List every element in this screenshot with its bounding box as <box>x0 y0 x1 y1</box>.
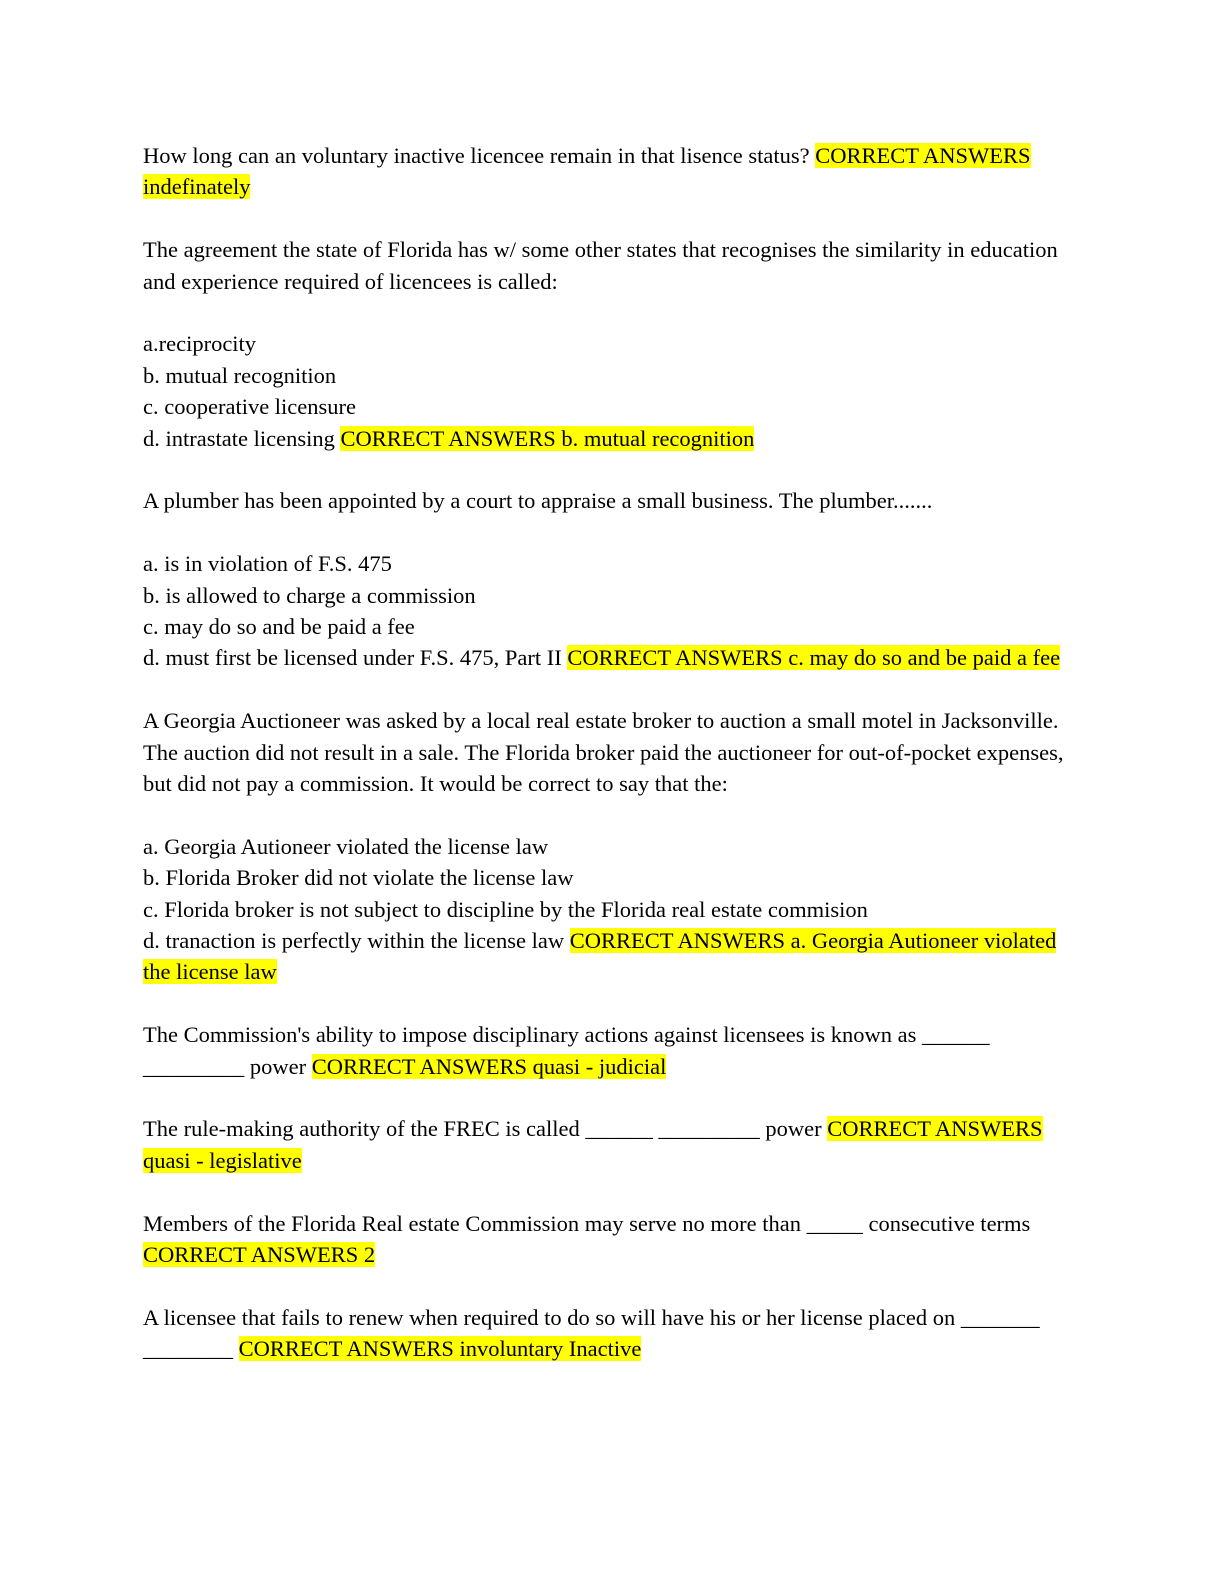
option: d. intrastate licensing <box>143 425 335 451</box>
qa-item <box>143 485 1083 516</box>
correct-answer: CORRECT ANSWERS quasi - legislative <box>143 1116 1043 1173</box>
option: a. is in violation of F.S. 475 <box>143 551 392 577</box>
option: c. cooperative licensure <box>143 394 357 420</box>
correct-answer: CORRECT ANSWERS indefinately <box>143 143 1031 200</box>
qa-item <box>143 140 1083 203</box>
question-text: Members of the Florida Real estate Commission may serve no more than _____ consecutive terms <box>143 1210 1031 1236</box>
qa-item <box>143 1208 1083 1271</box>
correct-answer: CORRECT ANSWERS involuntary Inactive <box>238 1336 642 1362</box>
qa-item <box>143 705 1083 799</box>
option: b. is allowed to charge a commission <box>143 582 476 608</box>
option: a.reciprocity <box>143 331 257 357</box>
question-text: The agreement the state of Florida has w/ some other states that recognises the similarity in education and experience required of licencees is called: <box>143 237 1058 294</box>
qa-item <box>143 1019 1083 1082</box>
correct-answer: CORRECT ANSWERS quasi - judicial <box>311 1053 667 1079</box>
option: b. Florida Broker did not violate the license law <box>143 865 574 891</box>
option: d. must first be licensed under F.S. 475, Part II <box>143 645 562 671</box>
options-list <box>143 328 1083 454</box>
question-text: A Georgia Auctioneer was asked by a local real estate broker to auction a small motel in Jacksonville. The auction did not result in a sale. The Florida broker paid the auctioneer for out-of-pocket expenses, but did not pay a commission. It would be correct to say that the: <box>143 708 1064 797</box>
option: d. tranaction is perfectly within the license law <box>143 928 565 954</box>
correct-answer: CORRECT ANSWERS b. mutual recognition <box>340 425 755 451</box>
correct-answer: CORRECT ANSWERS a. Georgia Autioneer violated the license law <box>143 928 1057 985</box>
qa-item <box>143 234 1083 297</box>
options-list <box>143 548 1083 674</box>
question-text: How long can an voluntary inactive licencee remain in that lisence status? <box>143 143 810 168</box>
option: b. mutual recognition <box>143 362 337 388</box>
qa-item <box>143 1302 1083 1365</box>
correct-answer: CORRECT ANSWERS 2 <box>143 1242 376 1268</box>
option: c. Florida broker is not subject to discipline by the Florida real estate commision <box>143 896 868 922</box>
question-text: The rule-making authority of the FREC is called ______ _________ power <box>143 1116 822 1142</box>
option: c. may do so and be paid a fee <box>143 614 415 640</box>
document-page <box>143 140 1083 1396</box>
question-text: A plumber has been appointed by a court to appraise a small business. The plumber....... <box>143 488 933 514</box>
option: a. Georgia Autioneer violated the license law <box>143 833 549 859</box>
question-text: A licensee that fails to renew when required to do so will have his or her license placed on _______ ________ <box>143 1304 1040 1362</box>
correct-answer: CORRECT ANSWERS c. may do so and be paid a fee <box>567 645 1061 671</box>
options-list <box>143 831 1083 988</box>
question-text: The Commission's ability to impose disciplinary actions against licensees is known as ______ _________ power <box>143 1022 990 1079</box>
qa-item <box>143 1113 1083 1176</box>
